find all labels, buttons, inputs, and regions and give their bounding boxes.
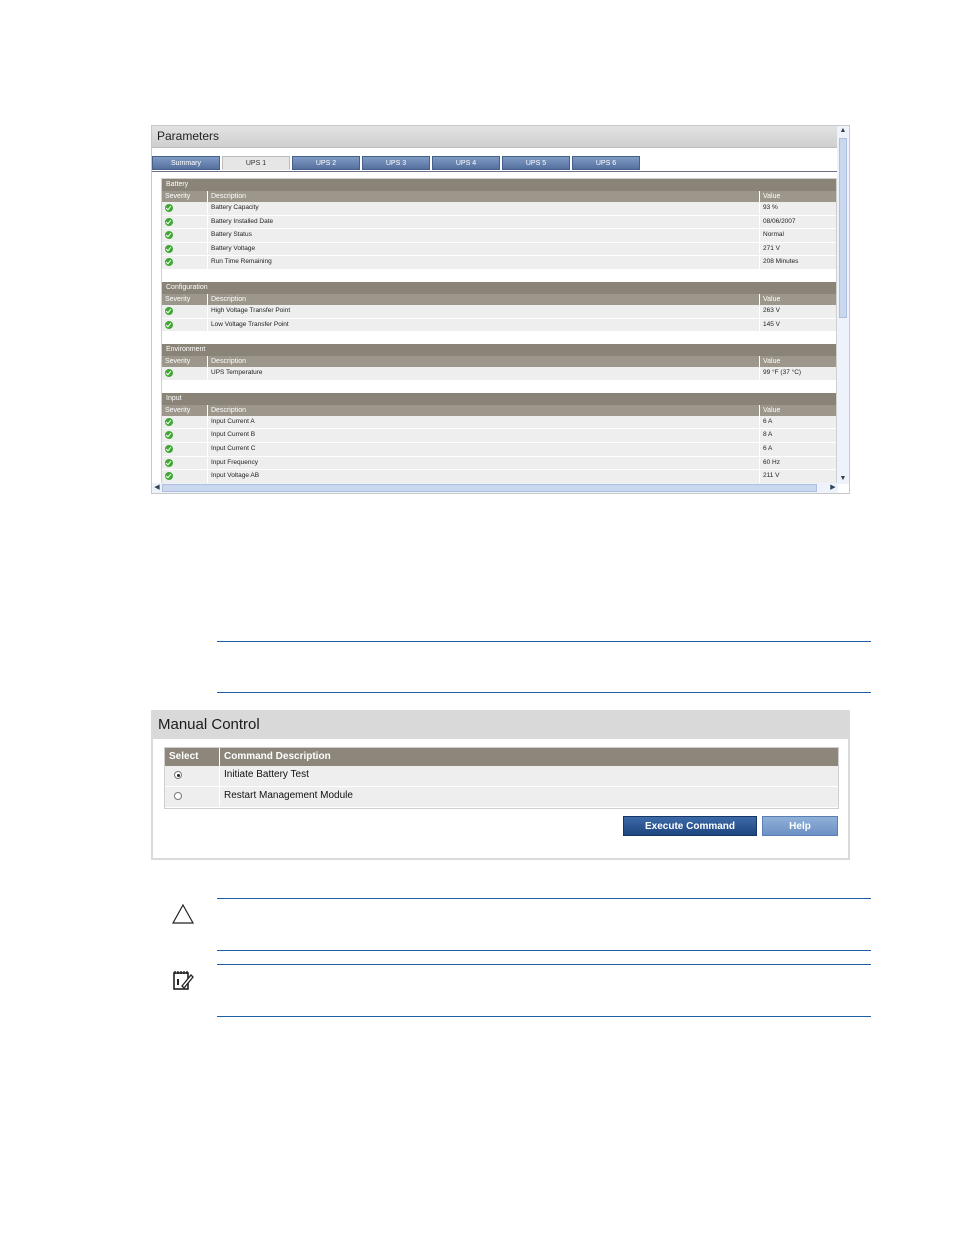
description-cell: High Voltage Transfer Point — [208, 305, 760, 318]
table-row — [162, 416, 836, 430]
execute-command-button[interactable]: Execute Command — [623, 816, 757, 836]
value-cell: 208 Minutes — [763, 258, 799, 266]
description-column-header: Description — [208, 405, 760, 416]
severity-column-header: Severity — [162, 294, 208, 305]
value-cell: 6 A — [763, 417, 773, 425]
ups-tab-bar — [152, 156, 838, 172]
severity-cell — [162, 470, 208, 483]
value-cell: 93 % — [763, 204, 778, 211]
scroll-right-icon[interactable]: ▶ — [830, 484, 836, 491]
caution-triangle-icon — [171, 903, 195, 925]
description-cell: Input Voltage AB — [208, 470, 760, 483]
value-column-header: Value — [763, 193, 781, 200]
description-cell: Low Voltage Transfer Point — [208, 319, 760, 332]
check-circle-icon — [165, 218, 173, 226]
command-table — [164, 747, 839, 809]
parameters-window — [151, 125, 850, 494]
severity-cell — [162, 243, 208, 256]
command-column-header: Command Description — [224, 751, 331, 762]
caution-bottom-rule — [217, 950, 871, 951]
important-bottom-rule — [217, 1016, 871, 1017]
vertical-scroll-thumb[interactable] — [839, 138, 847, 318]
table-row — [162, 429, 836, 443]
check-circle-icon — [165, 431, 173, 439]
parameters-title: Parameters — [157, 129, 220, 143]
check-circle-icon — [165, 321, 173, 329]
value-cell: 08/06/2007 — [763, 217, 796, 225]
check-circle-icon — [165, 369, 173, 377]
check-circle-icon — [165, 472, 173, 480]
tab-ups-4[interactable]: UPS 4 — [432, 156, 500, 170]
value-cell: 211 V — [763, 472, 780, 480]
description-cell: Input Frequency — [208, 457, 760, 470]
table-row — [162, 216, 836, 230]
severity-cell — [162, 229, 208, 242]
value-cell: 6 A — [763, 444, 773, 452]
description-cell: Input Current A — [208, 416, 760, 429]
manual-control-title-bar — [153, 712, 848, 739]
horizontal-scroll-thumb[interactable] — [162, 484, 817, 492]
help-button[interactable]: Help — [762, 816, 838, 836]
important-note-icon — [171, 969, 195, 991]
horizontal-scrollbar[interactable] — [152, 483, 838, 493]
table-row — [162, 202, 836, 216]
check-circle-icon — [165, 307, 173, 315]
check-circle-icon — [165, 204, 173, 212]
command-row[interactable] — [165, 766, 838, 787]
command-label: Initiate Battery Test — [224, 769, 309, 780]
note-bottom-rule — [217, 692, 871, 693]
value-column-header: Value — [763, 295, 781, 303]
parameters-table — [161, 178, 837, 484]
tab-ups-3[interactable]: UPS 3 — [362, 156, 430, 170]
severity-cell — [162, 457, 208, 470]
check-circle-icon — [165, 418, 173, 426]
table-row — [162, 243, 836, 257]
severity-column-header: Severity — [162, 405, 208, 416]
section-header-row — [162, 294, 836, 305]
tab-ups-2[interactable]: UPS 2 — [292, 156, 360, 170]
description-column-header: Description — [208, 294, 760, 305]
table-row — [162, 229, 836, 243]
tab-summary[interactable]: Summary — [152, 156, 220, 170]
severity-cell — [162, 429, 208, 442]
section-header-row — [162, 191, 836, 202]
table-row — [162, 367, 836, 381]
section-spacer — [162, 381, 836, 393]
manual-control-title: Manual Control — [158, 716, 260, 733]
command-label: Restart Management Module — [224, 790, 353, 801]
section-title: Battery — [162, 179, 836, 191]
severity-cell — [162, 305, 208, 318]
value-cell: 8 A — [763, 431, 773, 439]
check-circle-icon — [165, 231, 173, 239]
check-circle-icon — [165, 459, 173, 467]
value-cell: 99 °F (37 °C) — [763, 369, 802, 377]
description-cell: Input Current B — [208, 429, 760, 442]
note-top-rule — [217, 641, 871, 642]
value-column-header: Value — [763, 406, 781, 414]
section-spacer — [162, 270, 836, 282]
table-row — [162, 470, 836, 484]
description-cell: Run Time Remaining — [208, 256, 760, 269]
value-cell: 60 Hz — [763, 458, 780, 466]
scroll-left-icon[interactable]: ◀ — [154, 484, 160, 491]
severity-cell — [162, 416, 208, 429]
section-title: Input — [162, 393, 836, 405]
caution-top-rule — [217, 898, 871, 899]
section-title: Configuration — [162, 282, 836, 294]
check-circle-icon — [165, 245, 173, 253]
command-radio[interactable] — [174, 792, 182, 800]
tab-ups-5[interactable]: UPS 5 — [502, 156, 570, 170]
value-column-header: Value — [763, 358, 781, 366]
check-circle-icon — [165, 258, 173, 266]
important-top-rule — [217, 964, 871, 965]
command-radio[interactable] — [174, 771, 182, 779]
severity-cell — [162, 216, 208, 229]
select-cell — [165, 766, 220, 786]
description-cell: Battery Installed Date — [208, 216, 760, 229]
vertical-scrollbar[interactable] — [837, 126, 849, 484]
description-cell: Battery Status — [208, 229, 760, 242]
check-circle-icon — [165, 445, 173, 453]
description-column-header: Description — [208, 356, 760, 367]
description-cell: Battery Capacity — [208, 202, 760, 215]
manual-control-panel — [151, 710, 850, 860]
value-cell: 271 V — [763, 244, 780, 252]
description-cell: Input Current C — [208, 443, 760, 456]
section-header-row — [162, 356, 836, 367]
table-row — [162, 256, 836, 270]
description-cell: Battery Voltage — [208, 243, 760, 256]
parameters-title-bar — [152, 126, 838, 148]
severity-column-header: Severity — [162, 356, 208, 367]
table-row — [162, 457, 836, 471]
command-table-header — [165, 748, 838, 766]
value-cell: 263 V — [763, 306, 780, 314]
tab-ups-1[interactable]: UPS 1 — [222, 156, 290, 170]
description-column-header: Description — [208, 191, 760, 202]
severity-cell — [162, 319, 208, 332]
severity-column-header: Severity — [162, 191, 208, 202]
severity-cell — [162, 256, 208, 269]
severity-cell — [162, 202, 208, 215]
table-row — [162, 319, 836, 333]
table-row — [162, 305, 836, 319]
severity-cell — [162, 443, 208, 456]
section-spacer — [162, 332, 836, 344]
select-column-header: Select — [165, 748, 220, 766]
scroll-down-icon[interactable]: ▼ — [839, 475, 847, 482]
tab-ups-6[interactable]: UPS 6 — [572, 156, 640, 170]
section-title: Environment — [162, 344, 836, 356]
severity-cell — [162, 367, 208, 380]
table-row — [162, 443, 836, 457]
description-cell: UPS Temperature — [208, 367, 760, 380]
value-cell: 145 V — [763, 320, 780, 328]
section-header-row — [162, 405, 836, 416]
scroll-up-icon[interactable]: ▲ — [839, 127, 847, 134]
select-cell — [165, 787, 220, 807]
command-row[interactable] — [165, 787, 838, 808]
value-cell: Normal — [763, 231, 784, 239]
